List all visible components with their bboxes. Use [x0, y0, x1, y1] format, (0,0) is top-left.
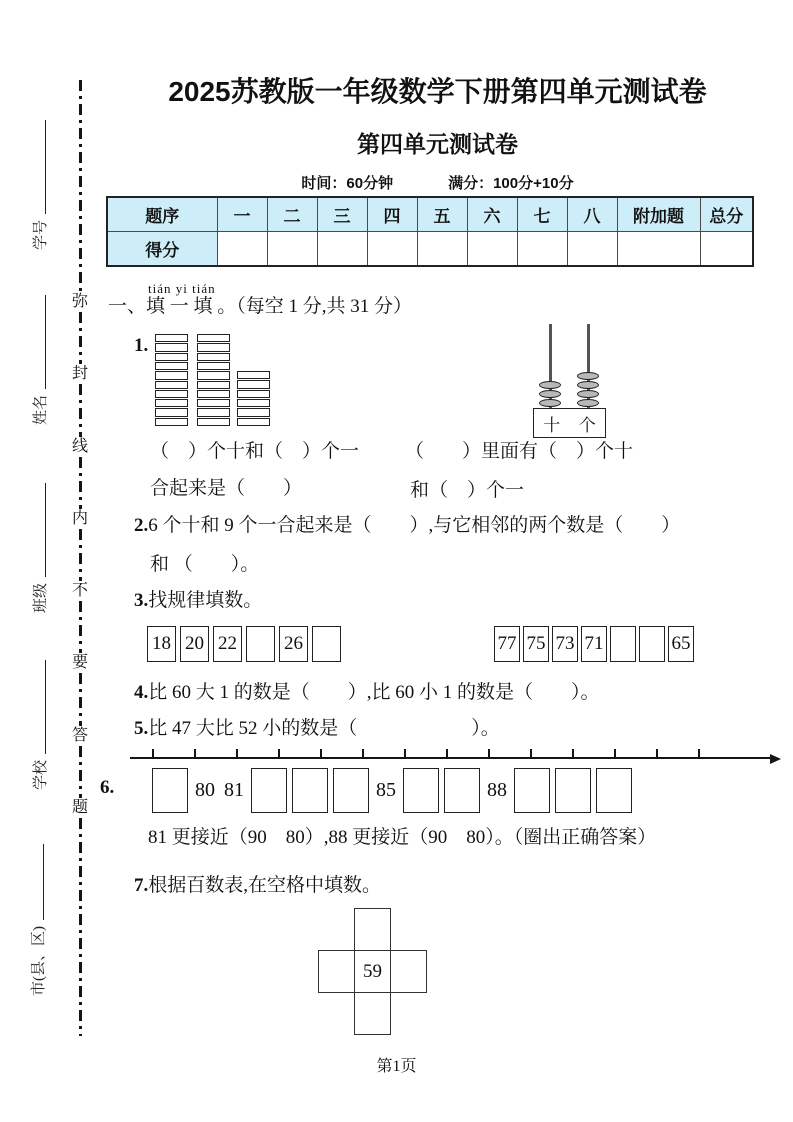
page-title: 2025苏教版一年级数学下册第四单元测试卷 [168, 76, 707, 107]
score-table-header-cell: 附加题 [617, 197, 700, 232]
abacus-bead [539, 390, 561, 398]
empty-number-box [596, 768, 632, 813]
seal-segment [79, 529, 82, 581]
q4-text: 比 60 大 1 的数是（ ）,比 60 小 1 的数是（ ）。 [148, 682, 600, 703]
q1-block-stack [197, 334, 230, 426]
q6-number: 6. [100, 777, 115, 798]
field-write-line [45, 483, 46, 577]
empty-number-box [246, 626, 275, 662]
block-cell [197, 381, 230, 389]
exam-info-row [100, 172, 775, 193]
q6-note: 81 更接近（90 80）,88 更接近（90 80）。（圈出正确答案） [148, 827, 657, 848]
field-write-line [45, 295, 46, 389]
abacus-bead [577, 372, 599, 380]
field-group-5 [25, 844, 47, 996]
number-box: 22 [213, 626, 242, 662]
number-line-tick [656, 749, 658, 758]
block-cell [237, 380, 270, 388]
q7-heading-row [134, 874, 381, 898]
q3-right-sequence [494, 626, 694, 662]
seal-segment [79, 80, 82, 292]
q2-text: 6 个十和 9 个一合起来是（ ）,与它相邻的两个数是（ ） [148, 515, 681, 536]
q2-line2: 和 （ ）。 [150, 554, 260, 575]
empty-number-box [514, 768, 550, 813]
seal-segment [79, 312, 82, 364]
sequence-number-label: 85 [376, 779, 396, 801]
score-empty-cell [467, 232, 517, 267]
field-label: 班级 [33, 582, 49, 613]
paper-subtitle: 第四单元测试卷 [357, 131, 518, 157]
number-line-tick [404, 749, 406, 758]
number-line [130, 748, 772, 759]
abacus-bead [577, 381, 599, 389]
cross-empty-cell [354, 908, 391, 951]
section-one-heading: 一、填 一 填 。（每空 1 分,共 31 分） [108, 296, 413, 317]
block-cell [155, 362, 188, 370]
abacus-bead [577, 390, 599, 398]
score-empty-cell [217, 232, 267, 267]
field-group-2 [27, 295, 49, 425]
block-cell [155, 399, 188, 407]
block-cell [155, 408, 188, 416]
field-label: 学号 [33, 219, 49, 250]
empty-number-box [403, 768, 439, 813]
seal-char: 弥 [71, 293, 88, 310]
block-cell [155, 371, 188, 379]
score-empty-cell [617, 232, 700, 267]
score-empty-cell [517, 232, 567, 267]
block-cell [155, 390, 188, 398]
empty-number-box [152, 768, 188, 813]
block-cell [155, 353, 188, 361]
block-cell [237, 390, 270, 398]
score-empty-cell [317, 232, 367, 267]
score-table-header-cell: 一 [217, 197, 267, 232]
q1-left-line1: （ ）个十和（ ）个一 [150, 441, 360, 462]
score-row-label: 得分 [107, 232, 217, 267]
field-write-line [45, 660, 46, 754]
number-line-tick [320, 749, 322, 758]
page-number: 第1页 [376, 1058, 417, 1075]
score-table-header-cell: 题序 [107, 197, 217, 232]
abacus-tens-label: 十 [543, 415, 561, 435]
q5-number: 5. [134, 718, 149, 739]
number-line-tick [194, 749, 196, 758]
q5-text: 比 47 大比 52 小的数是（ ）。 [148, 718, 500, 739]
abacus-bead [577, 399, 599, 407]
number-line-tick [278, 749, 280, 758]
block-cell [197, 390, 230, 398]
empty-number-box [251, 768, 287, 813]
number-line-tick [614, 749, 616, 758]
q1-right-line2: 和（ ）个一 [410, 480, 525, 501]
block-cell [155, 381, 188, 389]
score-empty-cell [567, 232, 617, 267]
abacus-bead [539, 381, 561, 389]
empty-number-box [333, 768, 369, 813]
score-table-header-cell: 五 [417, 197, 467, 232]
score-empty-cell [267, 232, 317, 267]
sequence-number-label: 88 [487, 779, 507, 801]
number-box: 73 [552, 626, 578, 662]
seal-char: 线 [71, 437, 88, 455]
block-cell [197, 418, 230, 426]
abacus-tens-beads [539, 381, 561, 408]
q5-row [134, 717, 500, 741]
seal-char: 答 [71, 726, 88, 744]
score-table [106, 196, 754, 267]
block-cell [197, 399, 230, 407]
score-empty-cell [700, 232, 753, 267]
cross-empty-cell [390, 950, 427, 993]
number-line-arrow-icon [770, 754, 781, 764]
number-line-tick [488, 749, 490, 758]
score-table-header-cell: 七 [517, 197, 567, 232]
score-empty-cell [367, 232, 417, 267]
cross-empty-cell [318, 950, 355, 993]
q1-left-line2: 合起来是（ ） [150, 478, 303, 499]
q7-number: 7. [134, 875, 149, 896]
q2-line1 [134, 514, 680, 538]
number-box: 20 [180, 626, 209, 662]
paper-content [100, 0, 775, 1122]
score-table-header-cell: 三 [317, 197, 367, 232]
block-cell [237, 408, 270, 416]
score-table-header-cell: 八 [567, 197, 617, 232]
number-box: 65 [668, 626, 694, 662]
field-write-line [43, 844, 44, 920]
block-cell [197, 371, 230, 379]
number-line-tick [698, 749, 700, 758]
seal-segment [79, 384, 82, 436]
number-line-tick [530, 749, 532, 758]
field-group-1 [27, 120, 49, 250]
q6-sequence [152, 768, 632, 813]
block-cell [237, 371, 270, 379]
q1-block-stack [237, 371, 270, 426]
sequence-number-label: 81 [224, 779, 244, 801]
score-table-header-cell: 总分 [700, 197, 753, 232]
seal-char: 不 [71, 582, 88, 600]
abacus-ones-beads [577, 372, 599, 408]
block-cell [197, 334, 230, 342]
field-label: 学校 [33, 759, 49, 790]
q7-hundred-chart-cross [318, 908, 430, 1038]
block-cell [197, 343, 230, 351]
abacus-base-box [533, 408, 606, 438]
time-label: 时间：60分钟 [301, 175, 394, 192]
field-group-3 [27, 483, 49, 613]
number-line-tick [236, 749, 238, 758]
cross-empty-cell [354, 992, 391, 1035]
block-cell [197, 362, 230, 370]
seal-char: 封 [71, 365, 88, 383]
q1-right-line1: （ ）里面有（ ）个十 [405, 441, 634, 462]
q1-block-stack [155, 334, 188, 426]
empty-number-box [444, 768, 480, 813]
seal-char: 内 [71, 509, 88, 527]
q4-row [134, 681, 600, 705]
field-label: 市(县、区) [31, 926, 47, 996]
number-box: 75 [523, 626, 549, 662]
number-line-tick [152, 749, 154, 758]
block-cell [197, 408, 230, 416]
field-write-line [45, 120, 46, 214]
seal-segment [79, 601, 82, 653]
block-cell [155, 334, 188, 342]
number-box: 18 [147, 626, 176, 662]
seal-segment [79, 673, 82, 725]
number-line-tick [446, 749, 448, 758]
field-label: 姓名 [33, 394, 49, 425]
score-table-header-cell: 二 [267, 197, 317, 232]
empty-number-box [312, 626, 341, 662]
seal-char: 要 [71, 654, 88, 672]
pinyin-annotation: tián yi tián [148, 281, 216, 296]
number-box: 71 [581, 626, 607, 662]
block-cell [237, 418, 270, 426]
score-table-header-cell: 四 [367, 197, 417, 232]
empty-number-box [639, 626, 665, 662]
block-cell [155, 343, 188, 351]
q7-heading: 根据百数表,在空格中填数。 [148, 875, 382, 896]
q2-number: 2. [134, 515, 149, 536]
seal-char: 题 [71, 798, 88, 816]
empty-number-box [555, 768, 591, 813]
block-cell [197, 353, 230, 361]
sequence-number-label: 80 [195, 779, 215, 801]
number-box: 26 [279, 626, 308, 662]
seal-segment [79, 818, 82, 1036]
q3-left-sequence [147, 626, 341, 662]
q4-number: 4. [134, 682, 149, 703]
number-box: 77 [494, 626, 520, 662]
q3-heading: 找规律填数。 [148, 590, 263, 611]
block-cell [155, 418, 188, 426]
cross-center-cell: 59 [354, 950, 391, 993]
abacus-ones-label: 个 [578, 415, 596, 435]
seal-segment [79, 746, 82, 798]
full-score-label: 满分：100分+10分 [448, 175, 574, 192]
q3-heading-row [134, 589, 262, 613]
empty-number-box [292, 768, 328, 813]
number-line-base [130, 757, 772, 759]
field-group-4 [27, 660, 49, 790]
q3-number: 3. [134, 590, 149, 611]
score-empty-cell [417, 232, 467, 267]
score-table-header-cell: 六 [467, 197, 517, 232]
number-line-tick [572, 749, 574, 758]
seal-line [70, 80, 90, 1036]
empty-number-box [610, 626, 636, 662]
q1-number: 1. [134, 335, 149, 356]
number-line-tick [362, 749, 364, 758]
block-cell [237, 399, 270, 407]
abacus-bead [539, 399, 561, 407]
seal-segment [79, 457, 82, 509]
